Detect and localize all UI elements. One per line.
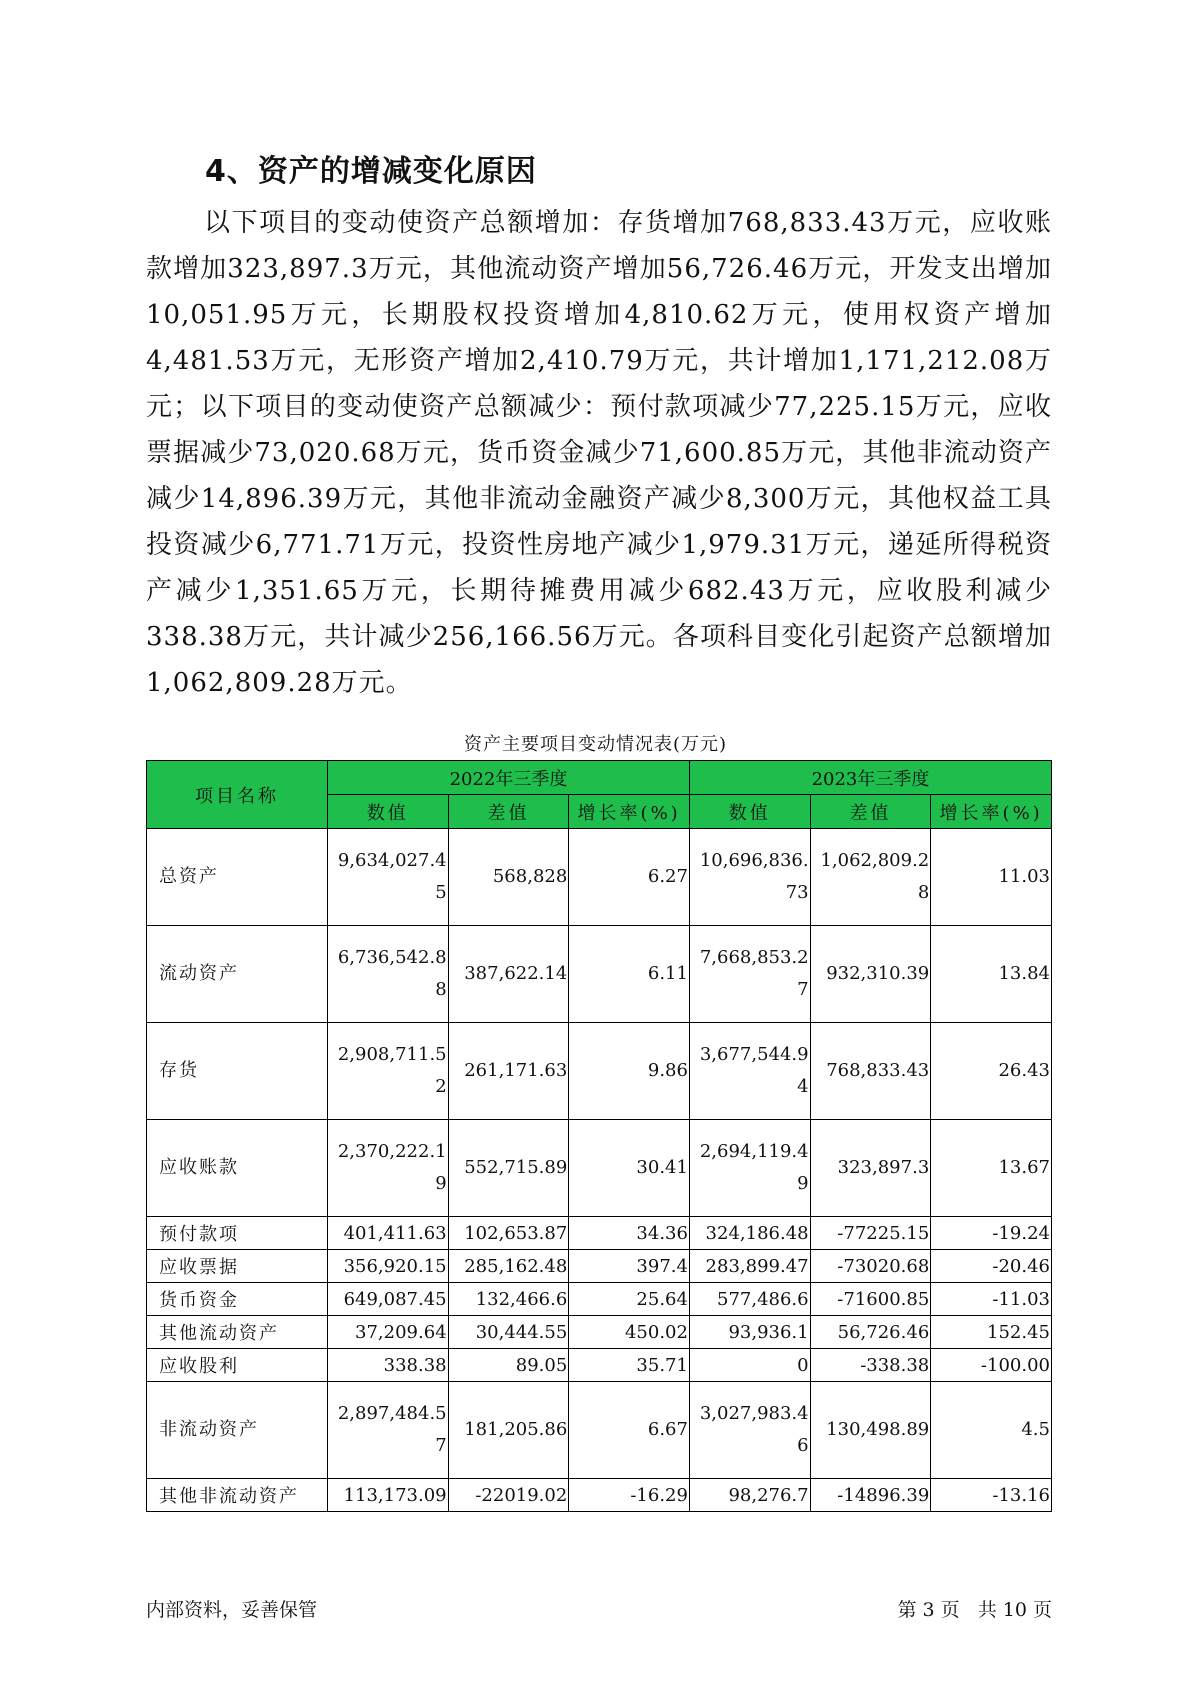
cell-growth-2023: 11.03 — [931, 829, 1052, 926]
table-row — [147, 1250, 1052, 1283]
cell-growth-2022: 450.02 — [569, 1316, 690, 1349]
cell-growth-2022: 397.4 — [569, 1250, 690, 1283]
cell-value-2023: 0 — [689, 1349, 810, 1382]
cell-value-2023: 10,696,836.73 — [689, 829, 810, 926]
table-row — [147, 926, 1052, 1023]
cell-diff-2023: 932,310.39 — [810, 926, 931, 1023]
cell-diff-2022: 89.05 — [448, 1349, 569, 1382]
row-name: 存货 — [147, 1023, 328, 1120]
cell-value-2022: 113,173.09 — [327, 1479, 448, 1512]
cell-value-2022: 37,209.64 — [327, 1316, 448, 1349]
row-name: 其他非流动资产 — [147, 1479, 328, 1512]
row-name: 应收账款 — [147, 1120, 328, 1217]
cell-diff-2022: -22019.02 — [448, 1479, 569, 1512]
table-row — [147, 1120, 1052, 1217]
header-growth-2022: 增长率(%) — [569, 795, 690, 829]
header-value-2023: 数值 — [689, 795, 810, 829]
row-name: 预付款项 — [147, 1217, 328, 1250]
body-paragraph: 以下项目的变动使资产总额增加：存货增加768,833.43万元，应收账款增加323,897.3万元，其他流动资产增加56,726.46万元，开发支出增加10,051.95万元，长期股权投资增加4,810.62万元，使用权资产增加4,481.53万元，无形资产增加2,410.79万元，共计增加1,171,212.08万元；以下项目的变动使资产总额减少：预付款项减少77,225.15万元，应收票据减少73,020.68万元，货币资金减少71,600.85万元，其他非流动资产减少14,896.39万元，其他非流动金融资产减少8,300万元，其他权益工具投资减少6,771.71万元，投资性房地产减少1,979.31万元，递延所得税资产减少1,351.65万元，长期待摊费用减少682.43万元，应收股利减少338.38万元，共计减少256,166.56万元。各项科目变化引起资产总额增加1,062,809.28万元。 — [146, 208, 1052, 698]
cell-value-2023: 3,027,983.46 — [689, 1382, 810, 1479]
cell-diff-2022: 30,444.55 — [448, 1316, 569, 1349]
cell-value-2023: 324,186.48 — [689, 1217, 810, 1250]
cell-value-2022: 649,087.45 — [327, 1283, 448, 1316]
cell-growth-2022: 6.67 — [569, 1382, 690, 1479]
cell-growth-2022: 34.36 — [569, 1217, 690, 1250]
cell-diff-2023: 56,726.46 — [810, 1316, 931, 1349]
cell-value-2023: 98,276.7 — [689, 1479, 810, 1512]
footer-page-number: 第 3 页 共 10 页 — [897, 1599, 1052, 1621]
cell-diff-2023: 1,062,809.28 — [810, 829, 931, 926]
assets-change-table — [146, 760, 1052, 1512]
cell-diff-2023: 130,498.89 — [810, 1382, 931, 1479]
cell-growth-2022: 30.41 — [569, 1120, 690, 1217]
row-name: 货币资金 — [147, 1283, 328, 1316]
cell-value-2023: 93,936.1 — [689, 1316, 810, 1349]
cell-value-2023: 2,694,119.49 — [689, 1120, 810, 1217]
cell-growth-2022: 6.11 — [569, 926, 690, 1023]
cell-growth-2022: 9.86 — [569, 1023, 690, 1120]
cell-growth-2023: -20.46 — [931, 1250, 1052, 1283]
cell-diff-2022: 102,653.87 — [448, 1217, 569, 1250]
cell-growth-2022: 6.27 — [569, 829, 690, 926]
table-row — [147, 1349, 1052, 1382]
table-row — [147, 829, 1052, 926]
header-item-name: 项目名称 — [147, 761, 328, 829]
cell-diff-2023: -77225.15 — [810, 1217, 931, 1250]
cell-diff-2022: 387,622.14 — [448, 926, 569, 1023]
row-name: 非流动资产 — [147, 1382, 328, 1479]
cell-growth-2023: -19.24 — [931, 1217, 1052, 1250]
row-name: 应收票据 — [147, 1250, 328, 1283]
cell-growth-2023: 26.43 — [931, 1023, 1052, 1120]
table-row — [147, 1217, 1052, 1250]
cell-growth-2023: 13.67 — [931, 1120, 1052, 1217]
cell-growth-2023: -11.03 — [931, 1283, 1052, 1316]
cell-diff-2022: 568,828 — [448, 829, 569, 926]
cell-growth-2023: 152.45 — [931, 1316, 1052, 1349]
cell-diff-2023: -71600.85 — [810, 1283, 931, 1316]
cell-diff-2022: 552,715.89 — [448, 1120, 569, 1217]
footer-confidential-note: 内部资料，妥善保管 — [146, 1599, 318, 1621]
table-row — [147, 1023, 1052, 1120]
header-diff-2022: 差值 — [448, 795, 569, 829]
cell-value-2022: 6,736,542.88 — [327, 926, 448, 1023]
row-name: 流动资产 — [147, 926, 328, 1023]
cell-diff-2022: 132,466.6 — [448, 1283, 569, 1316]
cell-value-2022: 401,411.63 — [327, 1217, 448, 1250]
cell-value-2023: 3,677,544.94 — [689, 1023, 810, 1120]
row-name: 总资产 — [147, 829, 328, 926]
table-row — [147, 1283, 1052, 1316]
cell-growth-2022: -16.29 — [569, 1479, 690, 1512]
cell-diff-2022: 285,162.48 — [448, 1250, 569, 1283]
cell-diff-2023: 768,833.43 — [810, 1023, 931, 1120]
table-row — [147, 1479, 1052, 1512]
cell-value-2023: 577,486.6 — [689, 1283, 810, 1316]
header-growth-2023: 增长率(%) — [931, 795, 1052, 829]
cell-value-2023: 7,668,853.27 — [689, 926, 810, 1023]
cell-diff-2023: -73020.68 — [810, 1250, 931, 1283]
header-period-2023: 2023年三季度 — [689, 761, 1051, 795]
cell-diff-2023: -14896.39 — [810, 1479, 931, 1512]
cell-growth-2023: 13.84 — [931, 926, 1052, 1023]
header-period-2022: 2022年三季度 — [327, 761, 689, 795]
cell-value-2022: 2,370,222.19 — [327, 1120, 448, 1217]
section-heading: 4、资产的增减变化原因 — [205, 154, 537, 189]
header-value-2022: 数值 — [327, 795, 448, 829]
cell-value-2022: 2,897,484.57 — [327, 1382, 448, 1479]
table-row — [147, 1382, 1052, 1479]
cell-value-2022: 338.38 — [327, 1349, 448, 1382]
cell-diff-2022: 261,171.63 — [448, 1023, 569, 1120]
cell-diff-2022: 181,205.86 — [448, 1382, 569, 1479]
cell-growth-2022: 35.71 — [569, 1349, 690, 1382]
header-diff-2023: 差值 — [810, 795, 931, 829]
cell-value-2022: 9,634,027.45 — [327, 829, 448, 926]
cell-diff-2023: -338.38 — [810, 1349, 931, 1382]
table-caption: 资产主要项目变动情况表(万元) — [463, 734, 728, 755]
cell-growth-2023: 4.5 — [931, 1382, 1052, 1479]
cell-value-2022: 2,908,711.52 — [327, 1023, 448, 1120]
row-name: 应收股利 — [147, 1349, 328, 1382]
cell-growth-2022: 25.64 — [569, 1283, 690, 1316]
cell-diff-2023: 323,897.3 — [810, 1120, 931, 1217]
row-name: 其他流动资产 — [147, 1316, 328, 1349]
cell-value-2022: 356,920.15 — [327, 1250, 448, 1283]
cell-growth-2023: -100.00 — [931, 1349, 1052, 1382]
table-header-row-1 — [147, 761, 1052, 795]
cell-value-2023: 283,899.47 — [689, 1250, 810, 1283]
cell-growth-2023: -13.16 — [931, 1479, 1052, 1512]
table-row — [147, 1316, 1052, 1349]
